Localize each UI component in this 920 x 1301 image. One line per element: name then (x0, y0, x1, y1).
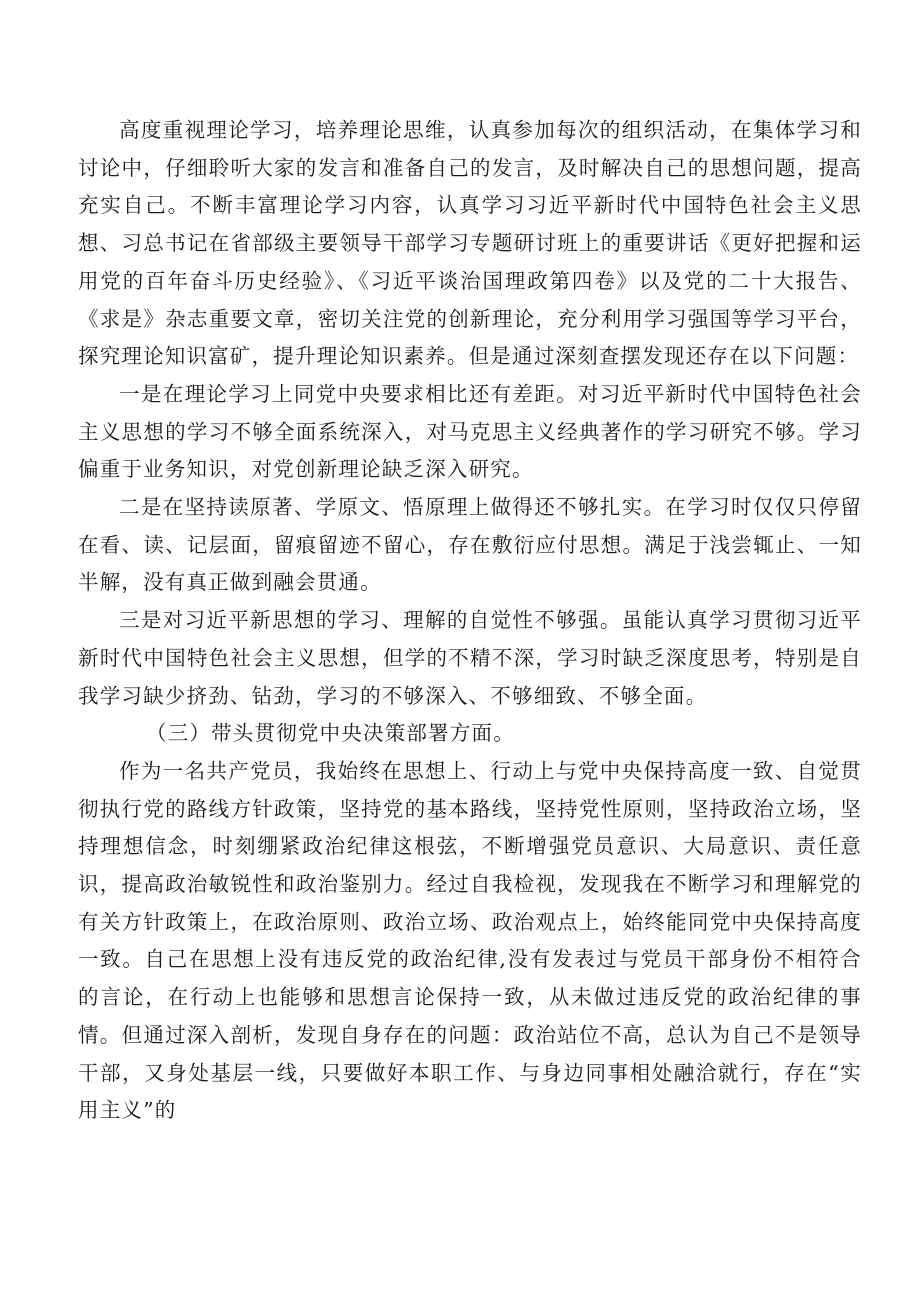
paragraph-section-body: 作为一名共产党员，我始终在思想上、行动上与党中央保持高度一致、自觉贯彻执行党的路线方针政策，坚持党的基本路线，坚持党性原则，坚持政治立场，坚持理想信念，时刻绷紧政治纪律这根弦，不断增强党员意识、大局意识、责任意识，提高政治敏锐性和政治鉴别力。经过自我检视，发现我在不断学习和理解党的有关方针政策上，在政治原则、政治立场、政治观点上，始终能同党中央保持高度一致。自己在思想上没有违反党的政治纪律,没有发表过与党员干部身份不相符合的言论，在行动上也能够和思想言论保持一致，从未做过违反党的政治纪律的事情。但通过深入剖析，发现自身存在的问题：政治站位不高，总认为自己不是领导干部，又身处基层一线，只要做好本职工作、与身边同事相处融洽就行，存在“实用主义”的 (78, 758, 862, 1123)
paragraph-issue-two: 二是在坚持读原著、学原文、悟原理上做得还不够扎实。在学习时仅仅只停留在看、读、记层面，留痕留迹不留心，存在敷衍应付思想。满足于浅尝辄止、一知半解，没有真正做到融会贯通。 (78, 495, 862, 595)
paragraph-intro: 高度重视理论学习，培养理论思维，认真参加每次的组织活动，在集体学习和讨论中，仔细聆听大家的发言和准备自己的发言，及时解决自己的思想问题，提高充实自己。不断丰富理论学习内容，认真学习习近平新时代中国特色社会主义思想、习总书记在省部级主要领导干部学习专题研讨班上的重要讲话《更好把握和运用党的百年奋斗历史经验》、《习近平谈治国理政第四卷》以及党的二十大报告、《求是》杂志重要文章，密切关注党的创新理论，充分利用学习强国等学习平台，探究理论知识富矿，提升理论知识素养。但是通过深刻查摆发现还存在以下问题： (78, 118, 862, 369)
paragraph-issue-three: 三是对习近平新思想的学习、理解的自觉性不够强。虽能认真学习贯彻习近平新时代中国特色社会主义思想，但学的不精不深，学习时缺乏深度思考，特别是自我学习缺少挤劲、钻劲，学习的不够深入、不够细致、不够全面。 (78, 608, 862, 708)
document-body (78, 112, 862, 1130)
section-heading: （三）带头贯彻党中央决策部署方面。 (146, 721, 515, 746)
paragraph-issue-one: 一是在理论学习上同党中央要求相比还有差距。对习近平新时代中国特色社会主义思想的学习不够全面系统深入，对马克思主义经典著作的学习研究不够。学习偏重于业务知识，对党创新理论缺乏深入研究。 (78, 381, 862, 482)
